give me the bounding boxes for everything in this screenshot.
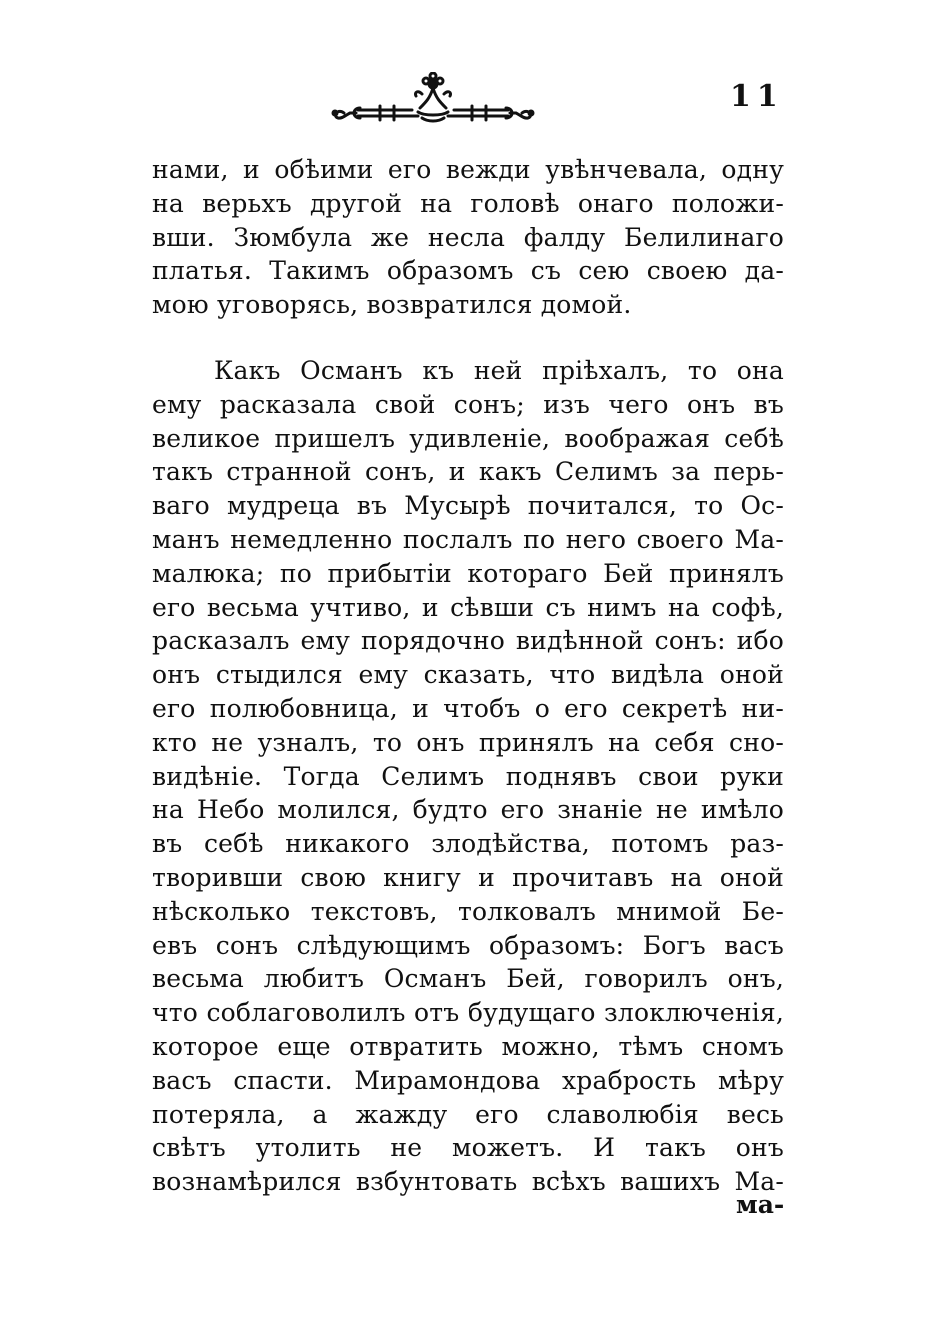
text-line: на Небо молился, будто его знанiе не имѣло: [152, 795, 784, 825]
text-line: нами, и обѣими его вежди увѣнчевала, одну: [152, 155, 784, 184]
text-line: въ себѣ никакого злодѣйства, потомъ раз-: [152, 829, 784, 859]
text-line: свѣтъ утолить не можетъ. И такъ онъ: [152, 1133, 784, 1163]
text-line: васъ спасти. Мирамондова храбрость мѣру: [152, 1065, 784, 1095]
text-line: ваго мудреца въ Мусырѣ почитался, то Ос-: [152, 491, 784, 521]
paragraph-1: [152, 153, 784, 322]
text-line: его полюбовница, и чтобъ о его секретѣ ни-: [152, 693, 784, 723]
floral-headpiece-ornament-icon: [330, 72, 536, 126]
text-line: вши. Зюмбула же несла фалду Белилинаго: [152, 222, 784, 252]
text-line: ему расказала свой сонъ; изъ чего онъ въ: [152, 389, 784, 419]
catchword: ма-: [736, 1190, 785, 1219]
text-line: на верьхъ другой на головѣ онаго положи-: [152, 188, 784, 218]
text-line: его весьма учтиво, и сѣвши съ нимъ на софѣ,: [152, 592, 784, 622]
text-line: такъ странной сонъ, и какъ Селимъ за перь-: [152, 457, 784, 487]
text-line: расказалъ ему порядочно видѣнной сонъ: ибо: [152, 626, 784, 656]
page-number: 11: [730, 79, 784, 114]
text-line: мою уговорясь, возвратился домой.: [152, 290, 632, 320]
text-line: платья. Такимъ образомъ съ сею своею да-: [152, 256, 784, 286]
text-line: потеряла, а жажду его славолюбiя весь: [152, 1099, 784, 1129]
text-line: кто не узналъ, то онъ принялъ на себя сно-: [152, 727, 784, 757]
text-line: что соблаговолилъ отъ будущаго злоключенiя,: [152, 998, 784, 1028]
text-line: вознамѣрился взбунтовать всѣхъ вашихъ Ма-: [152, 1167, 784, 1197]
text-line: великое пришелъ удивленiе, воображая себѣ: [152, 423, 784, 453]
text-line: манъ немедленно послалъ по него своего Ма-: [152, 524, 784, 554]
text-line: онъ стыдился ему сказать, что видѣла оной: [152, 660, 784, 690]
text-line: Какъ Османъ къ ней прiѣхалъ, то она: [214, 356, 784, 385]
text-line: малюка; по прибытiи котораго Бей принялъ: [152, 558, 784, 588]
text-line: нѣсколько текстовъ, толковалъ мнимой Бе-: [152, 896, 784, 926]
text-line: весьма любитъ Османъ Бей, говорилъ онъ,: [152, 964, 784, 994]
text-line: евъ сонъ слѣдующимъ образомъ: Богъ васъ: [152, 930, 784, 960]
text-line: которое еще отвратить можно, тѣмъ сномъ: [152, 1031, 784, 1061]
text-line: видѣнiе. Тогда Селимъ поднявъ свои руки: [152, 761, 784, 791]
text-line: творивши свою книгу и прочитавъ на оной: [152, 862, 784, 892]
paragraph-2: [152, 354, 784, 1199]
